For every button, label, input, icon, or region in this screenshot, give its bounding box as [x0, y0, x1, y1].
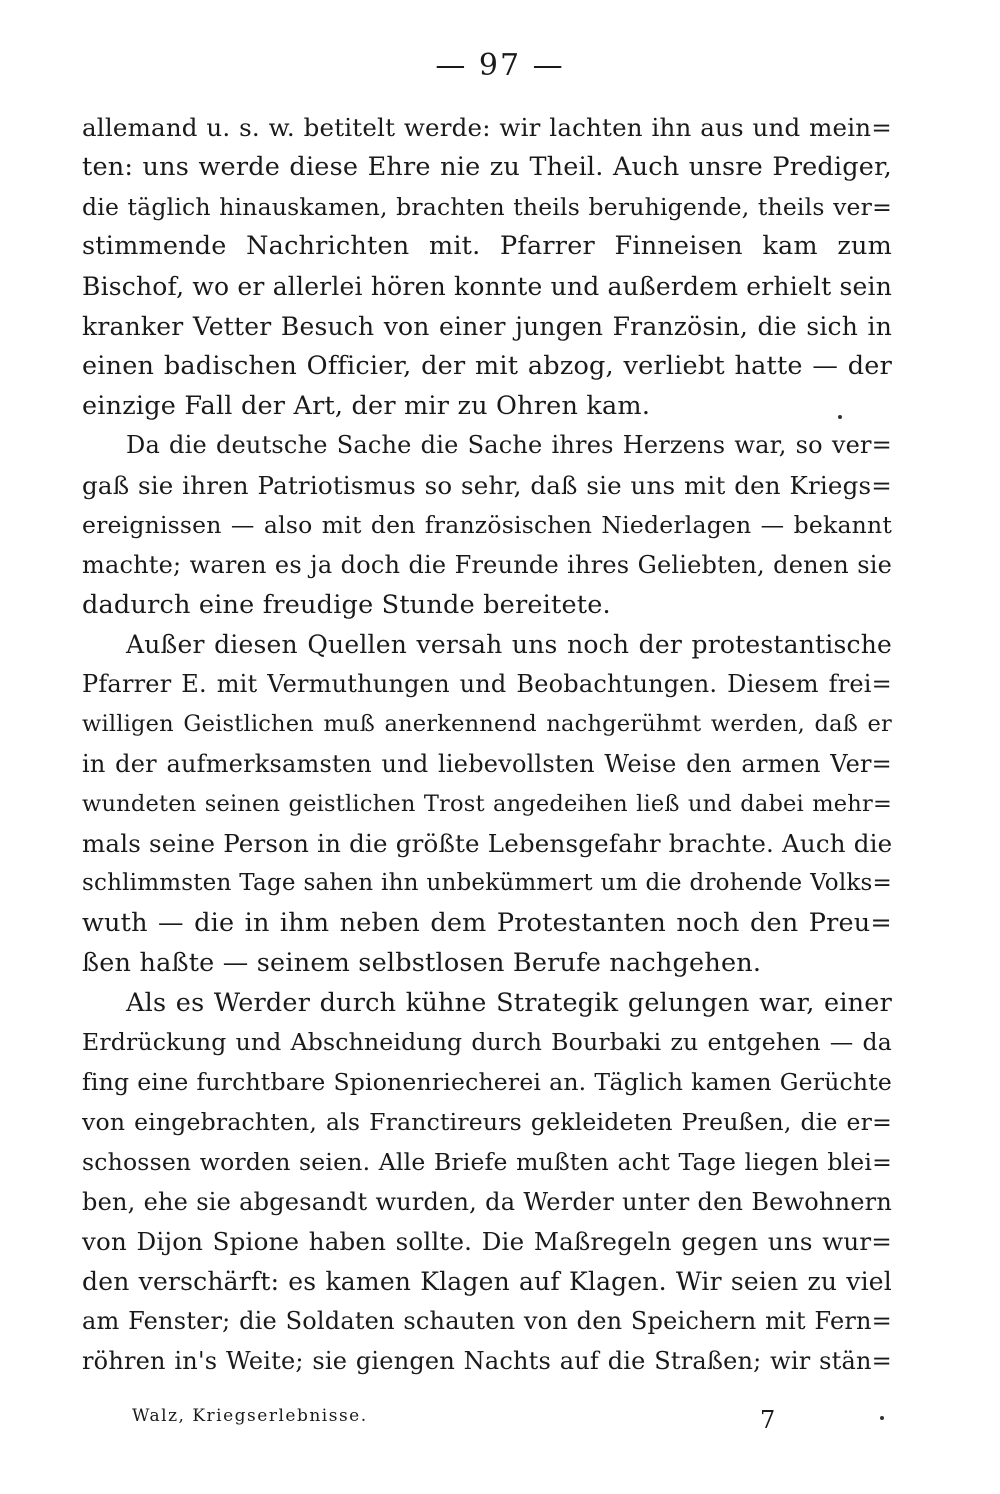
text-line: mals seine Person in die größte Lebensgefahr brachte. Auch die — [82, 829, 893, 859]
page-number: — 97 — — [435, 48, 565, 83]
text-line: Erdrückung und Abschneidung durch Bourbaki zu entgehen — da — [82, 1028, 892, 1057]
text-line: einzige Fall der Art, der mir zu Ohren kam. — [82, 390, 651, 421]
text-line: dadurch eine freudige Stunde bereitete. — [82, 589, 611, 620]
text-line: fing eine furchtbare Spionenriecherei an. Täglich kamen Gerüchte — [82, 1068, 892, 1097]
text-line: von Dijon Spione haben sollte. Die Maßregeln gegen uns wur= — [82, 1227, 892, 1257]
text-line: wuth — die in ihm neben dem Protestanten noch den Preu= — [82, 907, 892, 938]
text-line: gaß sie ihren Patriotismus so sehr, daß sie uns mit den Kriegs= — [82, 471, 892, 501]
text-line: stimmende Nachrichten mit. Pfarrer Finneisen kam zum — [82, 231, 892, 262]
text-line: wundeten seinen geistlichen Trost angedeihen ließ und dabei mehr= — [82, 790, 892, 817]
text-line: ten: uns werde diese Ehre nie zu Theil. Auch unsre Prediger, — [82, 151, 892, 182]
signature-mark: 7 — [760, 1406, 776, 1434]
text-line: von eingebrachten, als Franctireurs gekleideten Preußen, die er= — [82, 1107, 892, 1136]
text-line: ben, ehe sie abgesandt wurden, da Werder unter den Bewohnern — [82, 1187, 892, 1216]
text-line: den verschärft: es kamen Klagen auf Klagen. Wir seien zu viel — [82, 1267, 892, 1297]
text-line: allemand u. s. w. betitelt werde: wir lachten ihn aus und mein= — [82, 113, 892, 142]
text-line: schossen worden seien. Alle Briefe mußten acht Tage liegen blei= — [82, 1147, 892, 1176]
text-line: schlimmsten Tage sahen ihn unbekümmert um die drohende Volks= — [82, 870, 892, 897]
text-line: einen badischen Officier, der mit abzog, verliebt hatte — der — [82, 350, 892, 381]
stray-dot — [838, 415, 842, 419]
text-line: ßen haßte — seinem selbstlosen Berufe nachgehen. — [82, 947, 762, 978]
page-footer — [132, 1406, 892, 1436]
text-line: machte; waren es ja doch die Freunde ihres Geliebten, denen sie — [82, 550, 892, 579]
text-line: Bischof, wo er allerlei hören konnte und außerdem erhielt sein — [82, 272, 893, 302]
text-line: Außer diesen Quellen versah uns noch der protestantische — [126, 630, 892, 660]
text-line: am Fenster; die Soldaten schauten von den Speichern mit Fern= — [82, 1306, 892, 1335]
text-line: in der aufmerksamsten und liebevollsten Weise den armen Ver= — [82, 749, 892, 778]
text-line: Als es Werder durch kühne Strategik gelungen war, einer — [126, 987, 892, 1018]
signature-line: Walz, Kriegserlebnisse. — [132, 1406, 368, 1426]
text-line: röhren in's Weite; sie giengen Nachts auf die Straßen; wir stän= — [82, 1346, 892, 1375]
body-text — [82, 108, 892, 1382]
text-line: willigen Geistlichen muß anerkennend nachgerühmt werden, daß er — [82, 710, 892, 737]
text-line: ereignissen — also mit den französischen Niederlagen — bekannt — [82, 510, 892, 539]
stray-dot — [880, 1416, 884, 1420]
text-line: Da die deutsche Sache die Sache ihres Herzens war, so ver= — [126, 431, 892, 460]
text-line: Pfarrer E. mit Vermuthungen und Beobachtungen. Diesem frei= — [82, 670, 892, 699]
text-line: kranker Vetter Besuch von einer jungen Französin, die sich in — [82, 311, 892, 341]
text-line: die täglich hinauskamen, brachten theils beruhigende, theils ver= — [82, 192, 892, 221]
